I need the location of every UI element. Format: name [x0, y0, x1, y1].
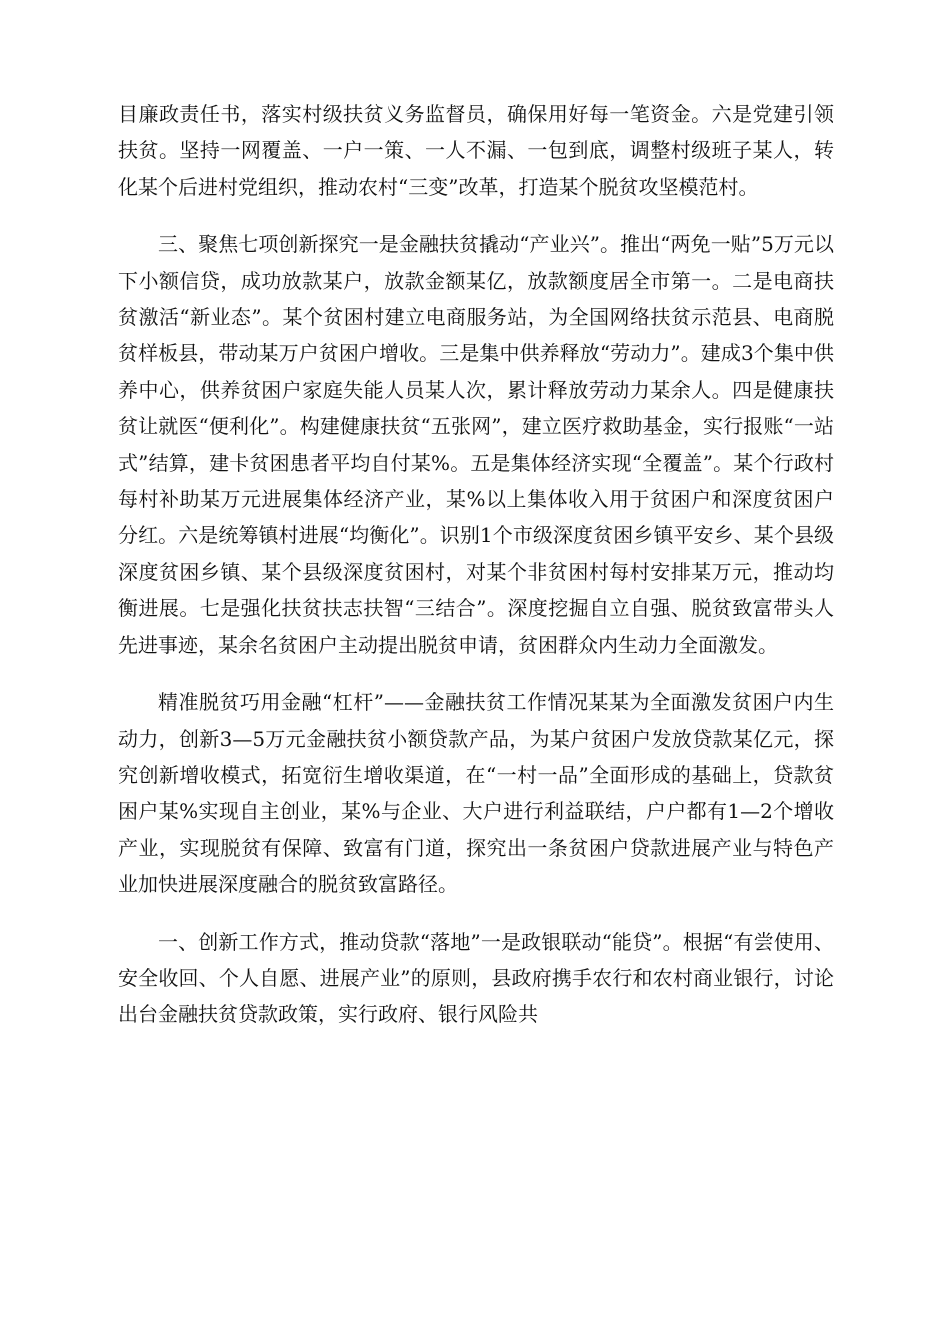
- paragraph-work-methods: 一、创新工作方式，推动贷款“落地”一是政银联动“能贷”。根据“有尝使用、安全收回、个人自愿、进展产业”的原则，县政府携手农行和农村商业银行，讨论出台金融扶贫贷款政策，实行政府、银行风险共: [118, 929, 834, 1027]
- paragraph-financial-leverage: 精准脱贫巧用金融“杠杆”——金融扶贫工作情况某某为全面激发贫困户内生动力，创新3—5万元金融扶贫小额贷款产品，为某户贫困户发放贷款某亿元，探究创新增收模式，拓宽衍生增收渠道，在“一村一品”全面形成的基础上，贷款贫困户某%实现自主创业，某%与企业、大户进行利益联结，户户都有1—2个增收产业，实现脱贫有保障、致富有门道，探究出一条贫困户贷款进展产业与特色产业加快进展深度融合的脱贫致富路径。: [118, 690, 834, 897]
- document-page: [118, 96, 834, 1054]
- paragraph-continuation: 目廉政责任书，落实村级扶贫义务监督员，确保用好每一笔资金。六是党建引领扶贫。坚持一网覆盖、一户一策、一人不漏、一包到底，调整村级班子某人，转化某个后进村党组织，推动农村“三变”改革，打造某个脱贫攻坚模范村。: [118, 102, 834, 199]
- paragraph-seven-innovations: 三、聚焦七项创新探究一是金融扶贫撬动“产业兴”。推出“两免一贴”5万元以下小额信贷，成功放款某户，放款金额某亿，放款额度居全市第一。二是电商扶贫激活“新业态”。某个贫困村建立电商服务站，为全国网络扶贫示范县、电商脱贫样板县，带动某万户贫困户增收。三是集中供养释放“劳动力”。建成3个集中供养中心，供养贫困户家庭失能人员某人次，累计释放劳动力某余人。四是健康扶贫让就医“便利化”。构建健康扶贫“五张网”，建立医疗救助基金，实行报账“一站式”结算，建卡贫困患者平均自付某%。五是集体经济实现“全覆盖”。某个行政村每村补助某万元进展集体经济产业，某%以上集体收入用于贫困户和深度贫困户分红。六是统筹镇村进展“均衡化”。识别1个市级深度贫困乡镇平安乡、某个县级深度贫困乡镇、某个县级深度贫困村，对某个非贫困村每村安排某万元，推动均衡进展。七是强化扶贫扶志扶智“三结合”。深度挖掘自立自强、脱贫致富带头人先进事迹，某余名贫困户主动提出脱贫申请，贫困群众内生动力全面激发。: [118, 232, 834, 657]
